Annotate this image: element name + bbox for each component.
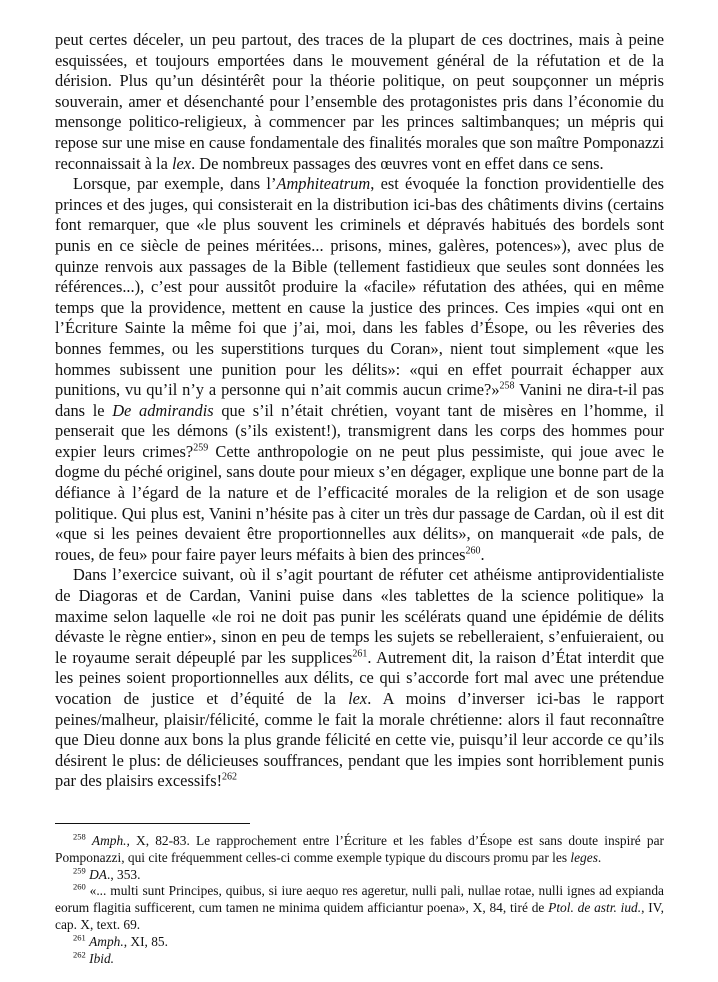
footnote [55,833,664,867]
footnote-ref: 262 [73,949,86,960]
text-run: Dans l’exercice suivant, où il s’agit pourtant de réfuter cet athéisme antiprovidentialiste de Diagoras et de Cardan, Vanini puise dans «les tablettes de la science politique» la maxime selon laquelle «le roi ne doit pas punir les scélérats quand une épidémie de délits dévaste le règne entier», sinon en peu de temps les sujets se rebelleraient, s’enfuieraient, ou le royaume serait dépeuplé par les supplices [55,565,664,667]
text-run: peut certes déceler, un peu partout, des traces de la plupart de ces doctrines, mais à peine esquissées, et toujours emportées dans le mouvement général de la réfutation et de la dérision. Plus qu’un désintérêt pour la théorie politique, on peut soupçonner un mépris souverain, amer et désenchanté pour l’ensemble des protagonistes pris dans l’économie du mensonge politico-religieux, à commencer par les princes saltimbanques; un mépris qui repose sur une mise en cause fondamentale des finalités morales que son maître Pomponazzi reconnaissait à la [55,30,664,173]
italic-text: Amphiteatrum [276,174,371,194]
text-run: . De nombreux passages des œuvres vont en effet dans ce sens. [191,153,604,173]
italic-text: Ptol. de astr. iud. [548,900,642,916]
text-run: , est évoquée la fonction providentielle des princes et des juges, qui consisterait en la distribution ici-bas des châtiments divins (certains font remarquer, que «le plus souvent les criminels et dépravés habitués des bordels sont punis en ce siècle de peines méritées... prisons, mines, galères, potences»), avec plus de quinze renvois aux passages de la Bible (tellement fastidieux que seules sont données les références...), c’est pour aussitôt produire la «facile» réfutation des athées, qui en même temps que la providence, mettent en cause la justice des princes. Ces impies «qui ont en l’Écriture Sainte la même foi que j’ai, moi, dans les fables d’Ésope, ou les rêveries des bonnes femmes, ou les superstitions turques du Coran», nient tout simplement «que les hommes subissent une punition pour les délits»: «qui en effet pourrait échapper aux punitions, vu qu’il n’y a personne qui n’ait commis aucun crime?» [55,174,664,400]
text-run: ., 353. [106,866,141,882]
footnote [55,951,664,968]
italic-text: Amph. [89,933,124,949]
footnote-separator [55,823,250,824]
text-run: Lorsque, par exemple, dans l’ [73,174,277,194]
text-run: . Autrement dit, la raison d’État interdit que les peines soient proportionnelles aux délits, ce qui s’accorde fort mal avec une prétendue vocation de justice et d’équité de la [55,647,664,708]
italic-text: leges [570,849,598,865]
text-run: . [597,849,602,865]
paragraph [55,565,664,792]
italic-text: Ibid. [89,950,115,966]
footnote-ref: 260 [465,545,481,557]
text-run: Cette anthropologie on ne peut plus pessimiste, qui joue avec le dogme du péché originel, sans doute pour mieux s’en dégager, explique une bonne part de la défiance à l’égard de la nature et de l’efficacité morales de la religion et de son usage politique. Qui plus est, Vanini n’hésite pas à citer un très dur passage de Cardan, où il est dit «que si les peines devaient être proportionnelles aux délits», on manquerait «de pals, de roues, de feu» pour faire payer leurs méfaits à bien des princes [55,441,664,564]
footnote-ref: 259 [73,865,86,876]
italic-text: Amph., [91,832,130,848]
footnote-ref: 261 [352,648,368,660]
body-text [55,30,664,792]
footnote-ref: 260 [73,881,86,892]
footnote [55,934,664,951]
text-run: «... multi sunt Principes, quibus, si iure aequo res ageretur, nulli pali, nullae rotae, nulli ignes ad expianda eorum flagitia sufficerent, cum tamen ne minima quidem afficiantur poena», X, 84, tiré de [55,883,664,916]
footnote [55,867,664,884]
text-run: . A moins d’inverser ici-bas le rapport peines/malheur, plaisir/félicité, comme le fait la morale chrétienne: alors il faut reconnaître que Dieu donne aux bons la plus grande félicité en cette vie, puisqu’il leur accorde ce qu’ils désirent le plus: de délicieuses souffrances, pendant que les impies sont horriblement punis par des plaisirs excessifs! [55,689,664,791]
footnote-ref: 258 [499,380,515,392]
text-run: Vanini ne dira-t-il pas dans le [55,380,664,420]
footnote-ref: 262 [222,771,238,783]
footnote-ref: 261 [73,932,86,943]
text-run: que s’il n’était chrétien, voyant tant de misères en l’homme, il penserait que les démons (s’ils existent!), transmigrent dans les corps des hommes pour expier leurs crimes? [55,400,664,461]
text-run: , XI, 85. [123,933,168,949]
footnotes [55,833,664,967]
italic-text: DA [89,866,107,882]
text-run: X, 82-83. Le rapprochement entre l’Écriture et les fables d’Ésope est sans doute inspiré par Pomponazzi, qui cite fréquemment celles-ci comme exemple typique du discours promu par les [55,832,664,865]
footnote-ref: 258 [73,831,86,842]
text-run: . [480,544,485,564]
paragraph [55,174,664,565]
footnote-ref: 259 [193,442,209,454]
italic-text: lex [171,153,192,173]
text-run: , IV, cap. X, text. 69. [55,900,664,932]
footnote [55,883,664,933]
italic-text: lex [348,689,368,708]
document-page [55,30,664,967]
italic-text: De admirandis [112,400,214,420]
paragraph [55,30,664,174]
